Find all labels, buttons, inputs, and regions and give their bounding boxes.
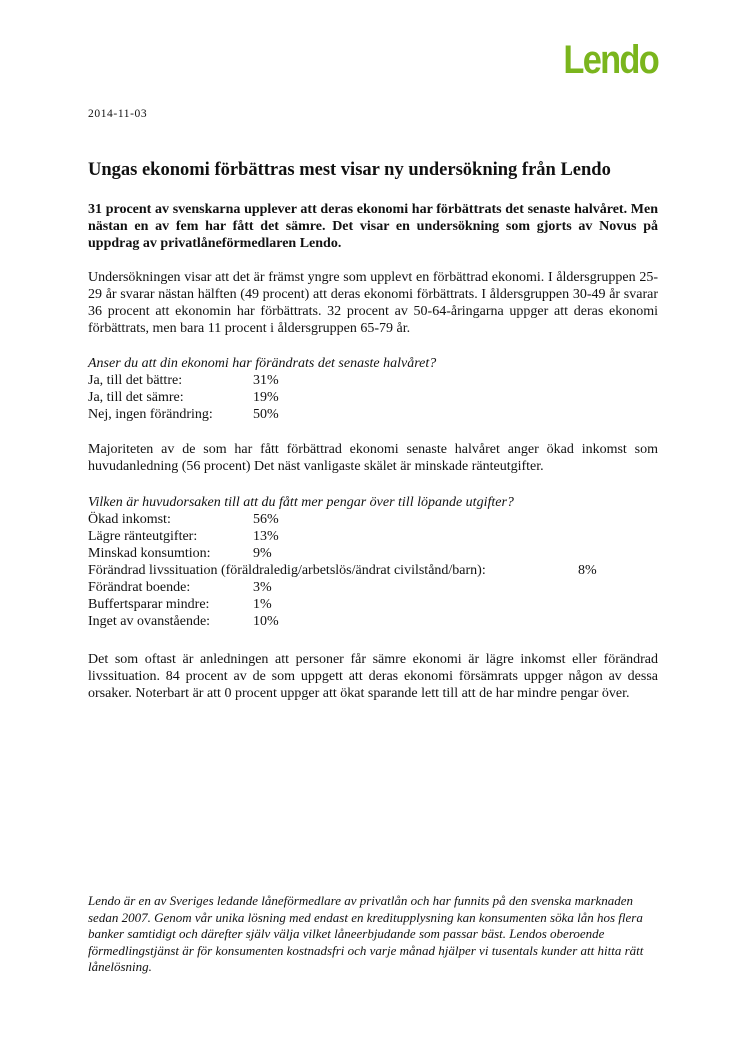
body-paragraph-1: Undersökningen visar att det är främst yngre som upplevt en förbättrad ekonomi. I åldersgruppen 25-29 år svarar nästan hälften (49 procent) att deras ekonomi förbättrats. I åldersgruppen 30-49 år svarar 36 procent att ekonomin har förbättrats. 32 procent av 50-64-åringarna uppger att deras ekonomi förbättrats, men bara 11 procent i åldersgruppen 65-79 år.	[88, 270, 658, 336]
survey-row-label: Nej, ingen förändring:	[88, 407, 213, 422]
survey-row-value: 10%	[253, 614, 279, 629]
survey-row	[88, 511, 658, 528]
survey-row-label: Minskad konsumtion:	[88, 546, 211, 561]
survey-row-value: 31%	[253, 373, 279, 388]
survey-row-label: Buffertsparar mindre:	[88, 597, 210, 612]
survey-row	[88, 389, 658, 406]
survey-row-value: 50%	[253, 407, 279, 422]
survey-row-value: 1%	[253, 597, 272, 612]
survey-row-label: Lägre ränteutgifter:	[88, 529, 198, 544]
survey-row	[88, 596, 658, 613]
survey-row-value: 56%	[253, 512, 279, 527]
survey1-question: Anser du att din ekonomi har förändrats det senaste halvåret?	[88, 356, 437, 371]
survey-row	[88, 406, 658, 423]
survey1-results	[88, 372, 658, 423]
survey-row-value: 19%	[253, 390, 279, 405]
page-title: Ungas ekonomi förbättras mest visar ny undersökning från Lendo	[88, 160, 611, 180]
survey-row-label: Inget av ovanstående:	[88, 614, 211, 629]
survey-row-label: Ökad inkomst:	[88, 512, 171, 527]
survey-row-value: 9%	[253, 546, 272, 561]
survey-row-label: Förändrat boende:	[88, 580, 191, 595]
company-boilerplate: Lendo är en av Sveriges ledande låneförmedlare av privatlån och har funnits på den svenska marknaden sedan 2007. Genom vår unika lösning med endast en kreditupplysning kan konsumenten söka lån hos flera banker samtidigt och därefter själv välja vilket låneerbjudande som passar bäst. Lendos oberoende förmedlingstjänst är för konsumenten kostnadsfri och varje månad hjälper vi tusentals kunder att hitta rätt lånelösning.	[88, 893, 644, 974]
survey-row	[88, 372, 658, 389]
survey-row	[88, 613, 658, 630]
lead-paragraph: 31 procent av svenskarna upplever att deras ekonomi har förbättrats det senaste halvåret. Men nästan en av fem har fått det sämre. Det visar en undersökning som gjorts av Novus på uppdrag av privatlåneförmedlaren Lendo.	[88, 202, 658, 251]
survey-row	[88, 579, 658, 596]
survey-row-value: 3%	[253, 580, 272, 595]
survey2-results	[88, 511, 658, 630]
survey-row-value: 13%	[253, 529, 279, 544]
survey2-question: Vilken är huvudorsaken till att du fått mer pengar över till löpande utgifter?	[88, 495, 514, 510]
survey-row-value: 8%	[578, 563, 597, 578]
release-date: 2014-11-03	[88, 108, 148, 120]
survey-row	[88, 545, 658, 562]
survey-row-label: Ja, till det bättre:	[88, 373, 183, 388]
survey-row	[88, 562, 658, 579]
survey-row	[88, 528, 658, 545]
body-paragraph-3: Det som oftast är anledningen att personer får sämre ekonomi är lägre inkomst eller förändrad livssituation. 84 procent av de som uppgett att deras ekonomi försämrats uppger någon av dessa orsaker. Noterbart är att 0 procent uppger att ökat sparande lett till att de har mindre pengar över.	[88, 652, 658, 701]
survey-row-label: Förändrad livssituation (föräldraledig/arbetslös/ändrat civilstånd/barn):	[88, 563, 486, 578]
survey-row-label: Ja, till det sämre:	[88, 390, 184, 405]
body-paragraph-2: Majoriteten av de som har fått förbättrad ekonomi senaste halvåret anger ökad inkomst som huvudanledning (56 procent) Det näst vanligaste skälet är minskade ränteutgifter.	[88, 442, 658, 474]
lendo-logo: Lendo	[563, 38, 658, 82]
